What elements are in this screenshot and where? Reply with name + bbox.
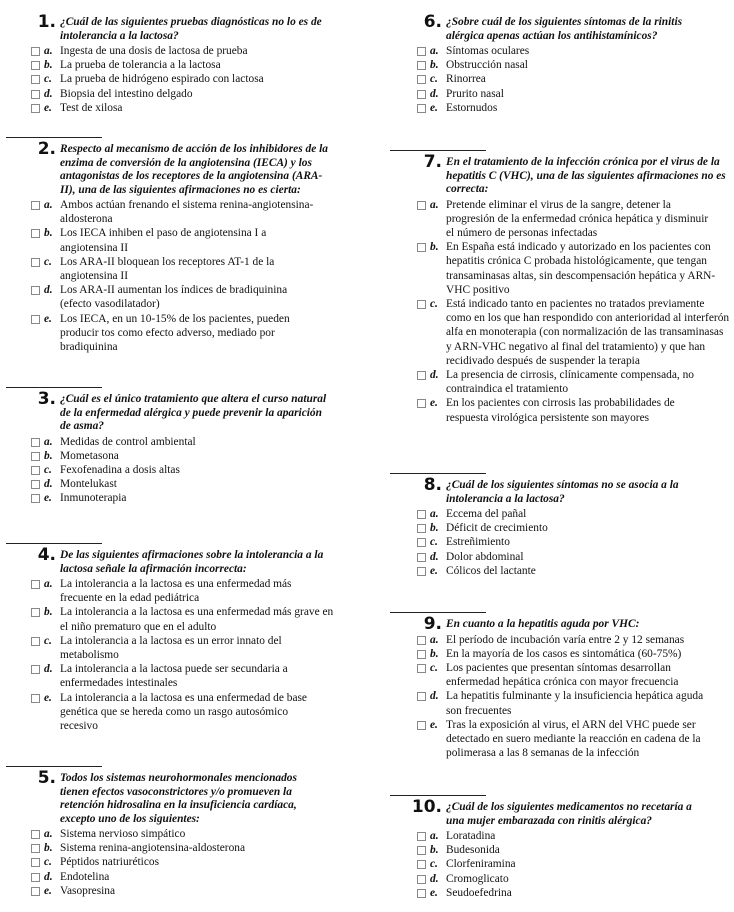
option-b[interactable]: b. Déficit de crecimiento <box>390 521 730 535</box>
option-list <box>390 44 730 115</box>
checkbox[interactable] <box>417 636 426 645</box>
question-9 <box>390 614 730 760</box>
question-text: En el tratamiento de la infección crónica por el virus de la hepatitis C (VHC), una de las siguientes afirmaciones no es correcta: <box>446 156 726 195</box>
option-text: La intolerancia a la lactosa puede ser secundaria a enfermedades intestinales <box>60 663 288 690</box>
option-text: La prueba de tolerancia a la lactosa <box>60 59 221 72</box>
checkbox[interactable] <box>417 846 426 855</box>
checkbox[interactable] <box>417 567 426 576</box>
checkbox[interactable] <box>31 466 40 475</box>
checkbox[interactable] <box>31 830 40 839</box>
option-b[interactable]: b. Sistema renina-angiotensina-aldosterona <box>0 841 362 855</box>
question-number: 2. <box>37 139 56 159</box>
option-list <box>390 507 730 578</box>
checkbox[interactable] <box>31 75 40 84</box>
checkbox[interactable] <box>31 608 40 617</box>
question-6 <box>390 12 730 115</box>
option-text: La hepatitis fulminante y la insuficiencia hepática aguda son frecuentes <box>446 690 704 717</box>
option-b[interactable]: b. La intolerancia a la lactosa es una enfermedad más grave en el niño prematuro que en el adulto <box>0 605 338 633</box>
option-text: Endotelina <box>60 870 110 883</box>
option-c[interactable]: c. Los ARA-II bloquean los receptores AT-1 de la angiotensina II <box>0 255 295 283</box>
option-e[interactable]: e. Inmunoterapia <box>0 491 362 505</box>
option-list <box>390 633 730 761</box>
checkbox[interactable] <box>417 832 426 841</box>
option-text: En la mayoría de los casos es sintomática (60-75%) <box>446 647 682 660</box>
option-c[interactable]: c. La intolerancia a la lactosa es un error innato del metabolismo <box>0 634 300 662</box>
option-d[interactable]: d. Biopsia del intestino delgado <box>0 87 362 101</box>
checkbox[interactable] <box>31 258 40 267</box>
option-text: Los IECA, en un 10-15% de los pacientes, pueden producir tos como efecto adverso, mediado por bradiquinina <box>60 312 290 354</box>
checkbox[interactable] <box>31 201 40 210</box>
checkbox[interactable] <box>31 665 40 674</box>
question-number: 8. <box>423 475 442 495</box>
divider <box>6 137 102 138</box>
question-7 <box>390 152 730 425</box>
checkbox[interactable] <box>31 452 40 461</box>
option-text: Clorfeniramina <box>446 858 516 871</box>
option-c[interactable]: c. Péptidos natriuréticos <box>0 855 362 869</box>
option-text: Déficit de crecimiento <box>446 522 548 535</box>
divider <box>390 150 486 151</box>
checkbox[interactable] <box>417 524 426 533</box>
option-d[interactable]: d. La intolerancia a la lactosa puede ser secundaria a enfermedades intestinales <box>0 662 305 690</box>
option-text: Cólicos del lactante <box>446 564 536 577</box>
option-e[interactable]: e. Seudoefedrina <box>390 886 730 900</box>
question-text: ¿Cuál de los siguientes medicamentos no recetaría a una mujer embarazada con rinitis alérgica? <box>446 801 692 827</box>
checkbox[interactable] <box>417 889 426 898</box>
checkbox[interactable] <box>31 438 40 447</box>
checkbox[interactable] <box>417 650 426 659</box>
checkbox[interactable] <box>417 860 426 869</box>
checkbox[interactable] <box>31 873 40 882</box>
option-d[interactable]: d. La presencia de cirrosis, clínicamente compensada, no contraindica el tratamiento <box>390 368 721 396</box>
question-number: 5. <box>37 768 56 788</box>
option-b[interactable]: b. En España está indicado y autorizado en los pacientes con hepatitis crónica C probada histológicamente, que tengan transaminasas altas, sin descompensación hepática y ARN-VHC positivo <box>390 240 728 297</box>
option-text: Rinorrea <box>446 73 486 86</box>
checkbox[interactable] <box>31 286 40 295</box>
option-text: Los pacientes que presentan síntomas desarrollan enfermedad hepática crónica con mayor frecuencia <box>446 661 679 689</box>
option-e[interactable]: e. En los pacientes con cirrosis las probabilidades de respuesta virológica persistente son mayores <box>390 396 708 424</box>
checkbox[interactable] <box>31 844 40 853</box>
option-c[interactable]: c. La prueba de hidrógeno espirado con lactosa <box>0 72 362 86</box>
option-d[interactable]: d. La hepatitis fulminante y la insuficiencia hepática aguda son frecuentes <box>390 689 721 717</box>
question-number: 10. <box>411 797 442 817</box>
question-4 <box>0 545 362 733</box>
option-text: La presencia de cirrosis, clínicamente compensada, no contraindica el tratamiento <box>446 368 694 396</box>
divider <box>390 795 486 796</box>
checkbox[interactable] <box>417 75 426 84</box>
option-text: Ambos actúan frenando el sistema renina-angiotensina-aldosterona <box>60 199 314 226</box>
option-a[interactable]: a. Medidas de control ambiental <box>0 435 362 449</box>
question-5 <box>0 768 362 898</box>
question-2 <box>0 139 362 354</box>
option-text: La prueba de hidrógeno espirado con lactosa <box>60 73 264 86</box>
checkbox[interactable] <box>417 104 426 113</box>
checkbox[interactable] <box>417 399 426 408</box>
checkbox[interactable] <box>31 90 40 99</box>
option-text: Test de xilosa <box>60 101 123 114</box>
question-text: ¿Cuál de los siguientes síntomas no se asocia a la intolerancia a la lactosa? <box>446 479 679 505</box>
option-text: Eccema del pañal <box>446 508 527 520</box>
checkbox[interactable] <box>417 538 426 547</box>
option-text: Estreñimiento <box>446 536 510 549</box>
option-text: En España está indicado y autorizado en los pacientes con hepatitis crónica C probada histológicamente, que tengan transaminasas altas, sin descompensación hepática y ARN-VHC positivo <box>446 241 716 296</box>
option-text: Fexofenadina a dosis altas <box>60 463 180 476</box>
option-text: La intolerancia a la lactosa es un error innato del metabolismo <box>60 634 282 662</box>
option-text: Loratadina <box>446 830 496 842</box>
divider <box>390 612 486 613</box>
divider <box>6 387 102 388</box>
checkbox[interactable] <box>417 300 426 309</box>
option-e[interactable]: e. La intolerancia a la lactosa es una enfermedad de base genética que se hereda como un rasgo autosómico recesivo <box>0 691 325 734</box>
option-e[interactable]: e. Estornudos <box>390 101 730 115</box>
checkbox[interactable] <box>417 243 426 252</box>
checkbox[interactable] <box>31 580 40 589</box>
option-text: Los ARA-II bloquean los receptores AT-1 de la angiotensina II <box>60 255 275 283</box>
checkbox[interactable] <box>31 61 40 70</box>
option-text: Obstrucción nasal <box>446 59 528 72</box>
option-text: Montelukast <box>60 478 117 491</box>
option-text: Está indicado tanto en pacientes no tratados previamente como en los que han respondido con anterioridad al interferón alfa en monoterapia (con normalización de las transaminasas y ARN-VHC negativo al final del tratamiento) y que han recidivado después de suspender la terapia <box>446 297 730 367</box>
checkbox[interactable] <box>417 692 426 701</box>
question-number: 7. <box>423 152 442 172</box>
option-list <box>0 577 362 733</box>
option-text: Los IECA inhiben el paso de angiotensina I a angiotensina II <box>60 227 267 254</box>
checkbox[interactable] <box>417 371 426 380</box>
option-list <box>390 198 730 425</box>
option-list <box>0 435 362 506</box>
option-text: Síntomas oculares <box>446 45 530 57</box>
option-text: Medidas de control ambiental <box>60 435 196 448</box>
option-a[interactable]: a. Sistema nervioso simpático <box>0 827 362 841</box>
option-text: Péptidos natriuréticos <box>60 856 160 869</box>
checkbox[interactable] <box>31 694 40 703</box>
option-a[interactable]: a. Ambos actúan frenando el sistema renina-angiotensina-aldosterona <box>0 198 330 226</box>
divider <box>6 766 102 767</box>
option-d[interactable]: d. Los ARA-II aumentan los índices de bradiquinina (efecto vasodilatador) <box>0 283 320 311</box>
option-c[interactable]: c. Estreñimiento <box>390 535 730 549</box>
question-number: 6. <box>423 12 442 32</box>
option-c[interactable]: c. Está indicado tanto en pacientes no tratados previamente como en los que han respondido con anterioridad al interferón alfa en monoterapia (con normalización de las transaminasas y ARN-VHC negativo al final del tratamiento) y que han recidivado después de suspender la terapia <box>390 297 730 368</box>
option-list <box>390 829 730 900</box>
option-text: Vasopresina <box>60 884 116 897</box>
option-text: La intolerancia a la lactosa es una enfermedad más grave en el niño prematuro que en el adulto <box>60 606 334 633</box>
option-b[interactable]: b. Los IECA inhiben el paso de angiotensina I a angiotensina II <box>0 226 290 254</box>
question-number: 9. <box>423 614 442 634</box>
checkbox[interactable] <box>31 47 40 56</box>
question-text: Todos los sistemas neurohormonales mencionados tienen efectos vasoconstrictores y/o promueven la retención hidrosalina en la insuficiencia cardíaca, excepto uno de los siguientes: <box>60 772 297 825</box>
option-text: Cromoglicato <box>446 872 509 885</box>
option-b[interactable]: b. En la mayoría de los casos es sintomática (60-75%) <box>390 647 730 661</box>
option-e[interactable]: e. Tras la exposición al virus, el ARN del VHC puede ser detectado en suero mediante la reacción en cadena de la polimerasa a las 8 semanas de la infección <box>390 718 728 761</box>
checkbox[interactable] <box>31 104 40 113</box>
question-number: 3. <box>37 389 56 409</box>
option-d[interactable]: d. Prurito nasal <box>390 87 730 101</box>
option-text: Estornudos <box>446 101 498 114</box>
question-text: En cuanto a la hepatitis aguda por VHC: <box>446 618 640 630</box>
option-text: Tras la exposición al virus, el ARN del VHC puede ser detectado en suero mediante la reacción en cadena de la polimerasa a las 8 semanas de la infección <box>446 718 701 760</box>
question-3 <box>0 389 362 506</box>
option-c[interactable]: c. Rinorrea <box>390 72 730 86</box>
checkbox[interactable] <box>31 480 40 489</box>
option-text: Biopsia del intestino delgado <box>60 87 193 100</box>
question-8 <box>390 475 730 578</box>
option-a[interactable]: a. Eccema del pañal <box>390 507 730 521</box>
option-text: Inmunoterapia <box>60 492 127 505</box>
checkbox[interactable] <box>417 47 426 56</box>
checkbox[interactable] <box>417 875 426 884</box>
checkbox[interactable] <box>417 664 426 673</box>
question-text: ¿Cuál de las siguientes pruebas diagnósticas no lo es de intolerancia a la lactosa? <box>60 16 322 42</box>
option-a[interactable]: a. Ingesta de una dosis de lactosa de prueba <box>0 44 362 58</box>
option-d[interactable]: d. Endotelina <box>0 870 362 884</box>
checkbox[interactable] <box>31 637 40 646</box>
question-1 <box>0 12 362 115</box>
option-text: Seudoefedrina <box>446 886 512 899</box>
option-e[interactable]: e. Test de xilosa <box>0 101 362 115</box>
checkbox[interactable] <box>417 510 426 519</box>
option-list <box>0 827 362 898</box>
option-text: El período de incubación varía entre 2 y 12 semanas <box>446 633 685 646</box>
option-text: La intolerancia a la lactosa es una enfermedad de base genética que se hereda como un rasgo autosómico recesivo <box>60 691 307 733</box>
checkbox[interactable] <box>417 721 426 730</box>
option-d[interactable]: d. Dolor abdominal <box>390 550 730 564</box>
option-text: Pretende eliminar el virus de la sangre, detener la progresión de la enfermedad crónica hepática y disminuir el número de personas infectadas <box>446 198 709 239</box>
option-d[interactable]: d. Montelukast <box>0 477 362 491</box>
checkbox[interactable] <box>31 315 40 324</box>
question-text: ¿Sobre cuál de los siguientes síntomas de la rinitis alérgica apenas actúan los antihistamínicos? <box>446 16 683 42</box>
checkbox[interactable] <box>31 494 40 503</box>
option-c[interactable]: c. Fexofenadina a dosis altas <box>0 463 362 477</box>
option-a[interactable]: a. La intolerancia a la lactosa es una enfermedad más frecuente en la edad pediátrica <box>0 577 320 605</box>
question-number: 1. <box>37 12 56 32</box>
option-a[interactable]: a. El período de incubación varía entre 2 y 12 semanas <box>390 633 730 647</box>
question-text: De las siguientes afirmaciones sobre la intolerancia a la lactosa señale la afirmación incorrecta: <box>60 549 324 575</box>
option-b[interactable]: b. Mometasona <box>0 449 362 463</box>
question-text: Respecto al mecanismo de acción de los inhibidores de la enzima de conversión de la angiotensina (IECA) y los antagonistas de los receptores de la angiotensina (ARA-II), una de las siguientes afirmaciones no es cierta: <box>60 143 328 196</box>
option-e[interactable]: e. Los IECA, en un 10-15% de los pacientes, pueden producir tos como efecto adverso, mediado por bradiquinina <box>0 312 310 355</box>
checkbox[interactable] <box>31 858 40 867</box>
option-text: Los ARA-II aumentan los índices de bradiquinina (efecto vasodilatador) <box>60 284 288 311</box>
divider <box>6 543 102 544</box>
option-text: Sistema renina-angiotensina-aldosterona <box>60 842 246 855</box>
option-text: En los pacientes con cirrosis las probabilidades de respuesta virológica persistente son mayores <box>446 397 675 424</box>
checkbox[interactable] <box>417 90 426 99</box>
option-list <box>0 198 362 354</box>
divider <box>390 473 486 474</box>
option-e[interactable]: e. Vasopresina <box>0 884 362 898</box>
option-text: Prurito nasal <box>446 87 504 100</box>
checkbox[interactable] <box>417 553 426 562</box>
option-text: Ingesta de una dosis de lactosa de prueba <box>60 45 248 57</box>
option-c[interactable]: c. Clorfeniramina <box>390 857 730 871</box>
option-e[interactable]: e. Cólicos del lactante <box>390 564 730 578</box>
option-text: Dolor abdominal <box>446 550 524 563</box>
checkbox[interactable] <box>31 229 40 238</box>
option-text: Budesonida <box>446 844 500 857</box>
option-b[interactable]: b. Obstrucción nasal <box>390 58 730 72</box>
option-text: La intolerancia a la lactosa es una enfermedad más frecuente en la edad pediátrica <box>60 578 292 605</box>
checkbox[interactable] <box>417 61 426 70</box>
option-text: Sistema nervioso simpático <box>60 828 186 840</box>
checkbox[interactable] <box>417 201 426 210</box>
option-d[interactable]: d. Cromoglicato <box>390 872 730 886</box>
option-text: Mometasona <box>60 449 119 462</box>
option-c[interactable]: c. Los pacientes que presentan síntomas desarrollan enfermedad hepática crónica con mayor frecuencia <box>390 661 718 689</box>
option-a[interactable]: a. Síntomas oculares <box>390 44 730 58</box>
option-list <box>0 44 362 115</box>
checkbox[interactable] <box>31 887 40 896</box>
option-a[interactable]: a. Pretende eliminar el virus de la sangre, detener la progresión de la enfermedad crónica hepática y disminuir el número de personas infectadas <box>390 198 716 241</box>
question-text: ¿Cuál es el único tratamiento que altera el curso natural de la enfermedad alérgica y puede prevenir la aparición de asma? <box>60 393 327 432</box>
option-b[interactable]: b. Budesonida <box>390 843 730 857</box>
question-10 <box>390 797 730 900</box>
option-b[interactable]: b. La prueba de tolerancia a la lactosa <box>0 58 362 72</box>
question-number: 4. <box>37 545 56 565</box>
option-a[interactable]: a. Loratadina <box>390 829 730 843</box>
